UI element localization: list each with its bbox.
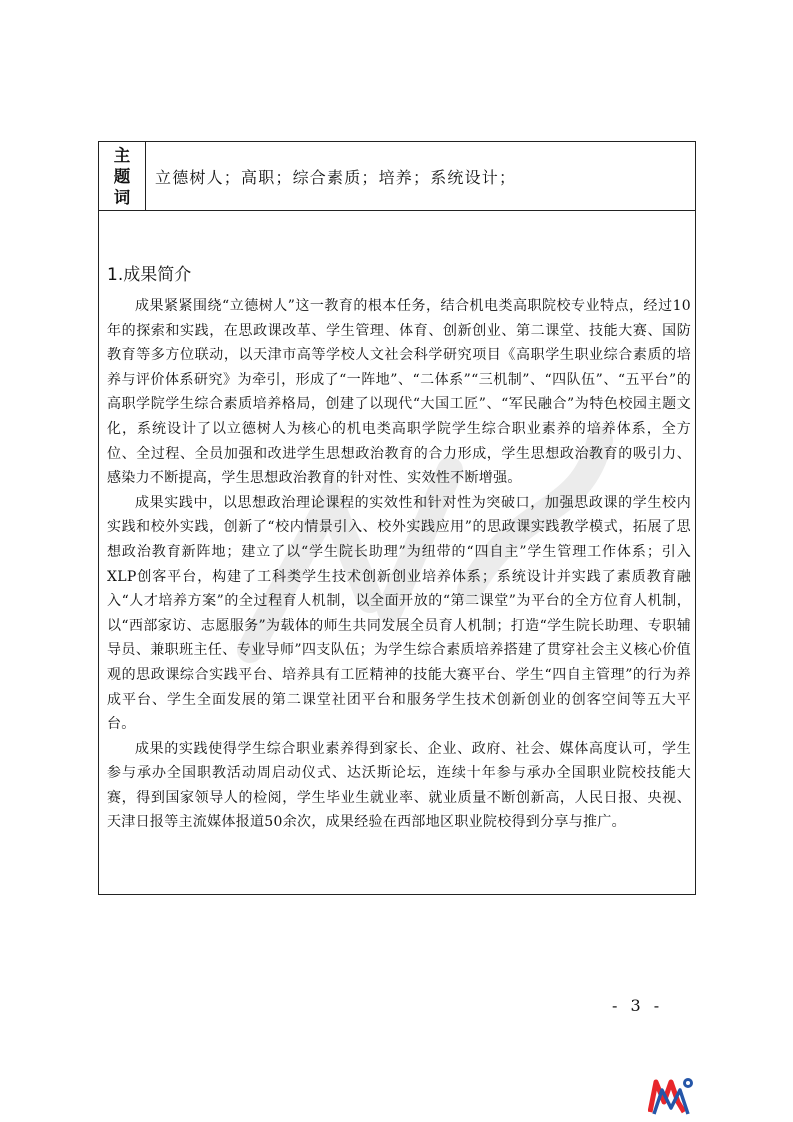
keywords-label	[99, 142, 146, 210]
page-number: - 3 -	[612, 996, 664, 1015]
abstract-table	[98, 141, 696, 895]
paragraph: 成果实践中，以思想政治理论课程的实效性和针对性为突破口，加强思政课的学生校内实践和校外实践，创新了“校内情景引入、校外实践应用”的思政课实践教学模式，拓展了思想政治教育新阵地；建立了以“学生院长助理”为纽带的“四自主”学生管理工作体系；引入XLP创客平台，构建了工科类学生技术创新创业培养体系；系统设计并实践了素质教育融入“人才培养方案”的全过程育人机制，以全面开放的“第二课堂”为平台的全方位育人机制，以“西部家访、志愿服务”为载体的师生共同发展全员育人机制；打造“学生院长助理、专职辅导员、兼职班主任、专业导师”四支队伍；为学生综合素质培养搭建了贯穿社会主义核心价值观的思政课综合实践平台、培养具有工匠精神的技能大赛平台、学生“四自主管理”的行为养成平台、学生全面发展的第二课堂社团平台和服务学生技术创新创业的创客空间等五大平台。	[107, 494, 691, 733]
section-title: 1.成果简介	[107, 265, 192, 285]
paragraph: 成果紧紧围绕“立德树人”这一教育的根本任务，结合机电类高职院校专业特点，经过10年的探索和实践，在思政课改革、学生管理、体育、创新创业、第二课堂、技能大赛、国防教育等多方位联动，以天津市高等学校人文社会科学研究项目《高职学生职业综合素质的培养与评价体系研究》为牵引，形成了“一阵地”、“二体系”“三机制”、“四队伍”、“五平台”的高职学院学生综合素质培养格局，创建了以现代“大国工匠”、“军民融合”为特色校园主题文化，系统设计了以立德树人为核心的机电类高职学院学生综合职业素养的培养体系，全方位、全过程、全员加强和改进学生思想政治教育的合力形成，学生思想政治教育的吸引力、感染力不断提高，学生思想政治教育的针对性、实效性不断增强。	[107, 298, 691, 487]
keywords-value: 立德树人；高职；综合素质；培养；系统设计；	[155, 167, 517, 187]
paragraph: 成果的实践使得学生综合职业素养得到家长、企业、政府、社会、媒体高度认可，学生参与承办全国职教活动周启动仪式、达沃斯论坛，连续十年参与承办全国职业院校技能大赛，得到国家领导人的检阅，学生毕业生就业率、就业质量不断创新高，人民日报、央视、天津日报等主流媒体报道50余次，成果经验在西部地区职业院校得到分享与推广。	[107, 740, 691, 831]
summary-body	[107, 294, 691, 835]
keywords-row	[99, 142, 695, 211]
keywords-label-char: 主	[113, 145, 131, 165]
publisher-logo-icon	[648, 1076, 694, 1116]
keywords-label-char: 题	[113, 166, 131, 186]
keywords-label-char: 词	[113, 187, 131, 207]
